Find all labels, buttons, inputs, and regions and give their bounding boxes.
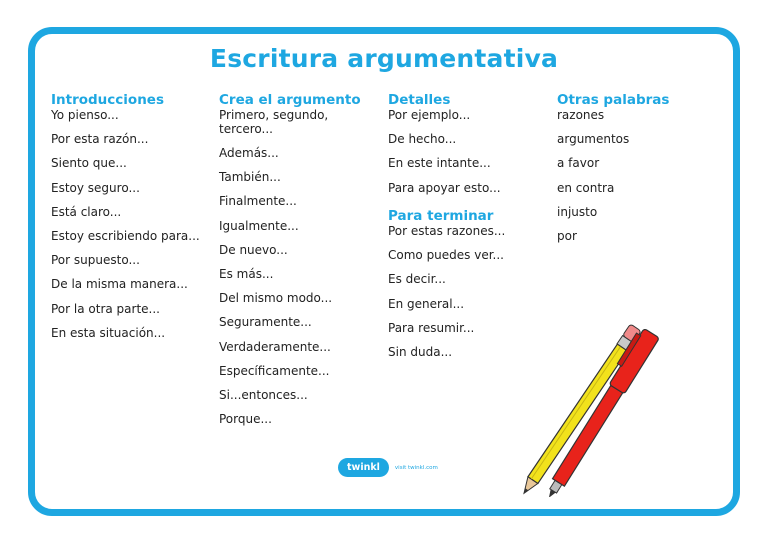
phrase-item: Además... xyxy=(219,146,279,160)
phrase-item: a favor xyxy=(557,156,600,171)
phrase-item: De nuevo... xyxy=(219,242,288,257)
phrase-item: Por la otra parte... xyxy=(51,301,160,316)
phrase-item: Primero, segundo, tercero... xyxy=(219,108,329,136)
phrase-item: También... xyxy=(219,170,281,185)
phrase-item: Seguramente... xyxy=(219,315,312,330)
phrase-item: Estoy seguro... xyxy=(51,180,140,195)
phrase-item: Para resumir... xyxy=(388,320,475,335)
phrase-item: Sin duda... xyxy=(388,344,453,359)
phrase-item: En general... xyxy=(388,296,465,311)
phrase-item: En este intante... xyxy=(388,156,491,171)
column-heading: Otras palabras xyxy=(557,92,670,108)
column-para-terminar xyxy=(388,209,505,369)
pencil-and-pen-illustration xyxy=(505,292,725,497)
phrase-item: Como puedes ver... xyxy=(388,248,504,263)
phrase-item: Específicamente... xyxy=(219,363,330,378)
column-heading: Crea el argumento xyxy=(219,92,361,108)
phrase-item: Es decir... xyxy=(388,272,446,287)
phrase-item: Si...entonces... xyxy=(219,387,308,402)
marker-pen-icon xyxy=(538,326,659,497)
phrase-item: Por ejemplo... xyxy=(388,108,471,122)
phrase-item: por xyxy=(557,228,577,243)
phrase-item: Es más... xyxy=(219,266,274,281)
phrase-item: Igualmente... xyxy=(219,218,299,233)
phrase-item: Porque... xyxy=(219,412,272,427)
phrase-item: De la misma manera... xyxy=(51,277,188,292)
column-introducciones xyxy=(51,93,200,350)
phrase-item: Yo pienso... xyxy=(51,108,119,122)
column-otras-palabras xyxy=(557,93,669,253)
column-heading: Para terminar xyxy=(388,208,494,224)
phrase-item: En esta situación... xyxy=(51,325,166,340)
column-heading: Detalles xyxy=(388,92,451,108)
phrase-item: Por esta razón... xyxy=(51,132,149,147)
phrase-item: Siento que... xyxy=(51,156,127,171)
phrase-item: razones xyxy=(557,108,605,122)
phrase-item: Estoy escribiendo para... xyxy=(51,228,200,243)
twinkl-logo-badge: twinkl xyxy=(338,458,389,477)
phrase-item: Finalmente... xyxy=(219,194,297,209)
column-crea-el-argumento xyxy=(219,93,361,436)
phrase-item: Del mismo modo... xyxy=(219,291,333,306)
phrase-item: argumentos xyxy=(557,132,630,147)
phrase-item: en contra xyxy=(557,180,615,195)
visit-link[interactable]: visit twinkl.com xyxy=(394,464,438,471)
phrase-item: De hecho... xyxy=(388,132,457,147)
column-detalles xyxy=(388,93,501,205)
phrase-item: injusto xyxy=(557,204,598,219)
phrase-item: Para apoyar esto... xyxy=(388,180,501,195)
twinkl-logo xyxy=(338,458,438,477)
phrase-item: Por estas razones... xyxy=(388,224,506,238)
page-title: Escritura argumentativa xyxy=(209,44,559,73)
phrase-item: Está claro... xyxy=(51,204,122,219)
column-heading: Introducciones xyxy=(51,92,165,108)
pencil-icon xyxy=(519,324,642,497)
phrase-item: Verdaderamente... xyxy=(219,339,331,354)
phrase-item: Por supuesto... xyxy=(51,253,140,268)
